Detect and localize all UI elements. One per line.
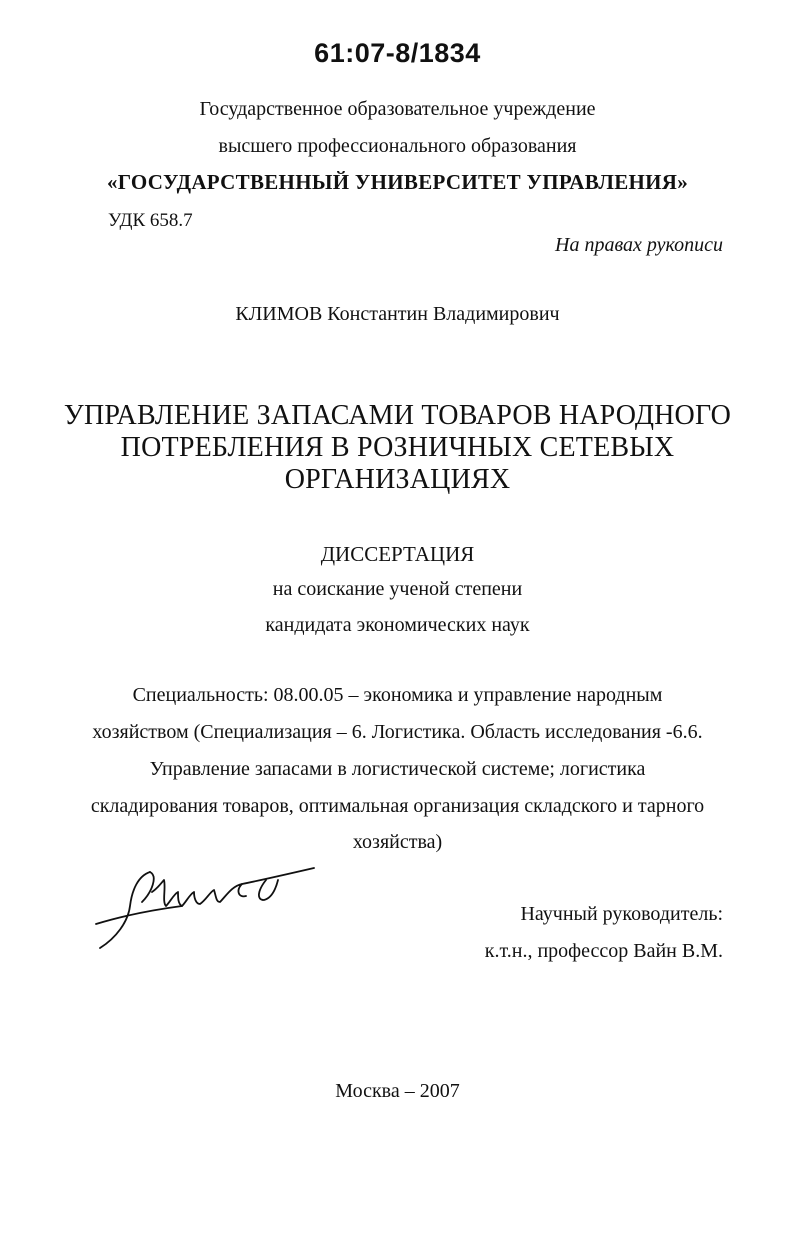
institution-name: «ГОСУДАРСТВЕННЫЙ УНИВЕРСИТЕТ УПРАВЛЕНИЯ» (106, 170, 689, 194)
title-line-1: УПРАВЛЕНИЕ ЗАПАСАМИ ТОВАРОВ НАРОДНОГО (63, 400, 732, 431)
supervisor-label: Научный руководитель: (520, 903, 723, 925)
specialty-line-1: Специальность: 08.00.05 – экономика и управление народным (132, 684, 663, 706)
title-line-2: ПОТРЕБЛЕНИЯ В РОЗНИЧНЫХ СЕТЕВЫХ (120, 432, 675, 463)
specialty-line-2: хозяйством (Специализация – 6. Логистика. Область исследования -6.6. (92, 721, 703, 743)
degree-line-1: на соискание ученой степени (272, 578, 523, 600)
specialty-line-5: хозяйства) (352, 831, 443, 853)
degree-line-2: кандидата экономических наук (265, 614, 530, 636)
specialty-line-3: Управление запасами в логистической системе; логистика (149, 758, 646, 780)
udk-code: УДК 658.7 (108, 210, 193, 231)
registry-code: 61:07-8/1834 (314, 38, 481, 68)
place-year: Москва – 2007 (335, 1080, 460, 1102)
institution-line-2: высшего профессионального образования (218, 135, 577, 157)
institution-line-1: Государственное образовательное учреждение (199, 98, 596, 120)
author-name: КЛИМОВ Константин Владимирович (235, 303, 560, 325)
title-line-3: ОРГАНИЗАЦИЯХ (284, 464, 511, 495)
work-type: ДИССЕРТАЦИЯ (320, 542, 475, 566)
specialty-line-4: складирования товаров, оптимальная организация складского и тарного (90, 795, 705, 817)
supervisor-name: к.т.н., профессор Вайн В.М. (484, 940, 723, 962)
manuscript-note: На правах рукописи (555, 234, 723, 256)
handwritten-signature-icon (92, 862, 324, 954)
